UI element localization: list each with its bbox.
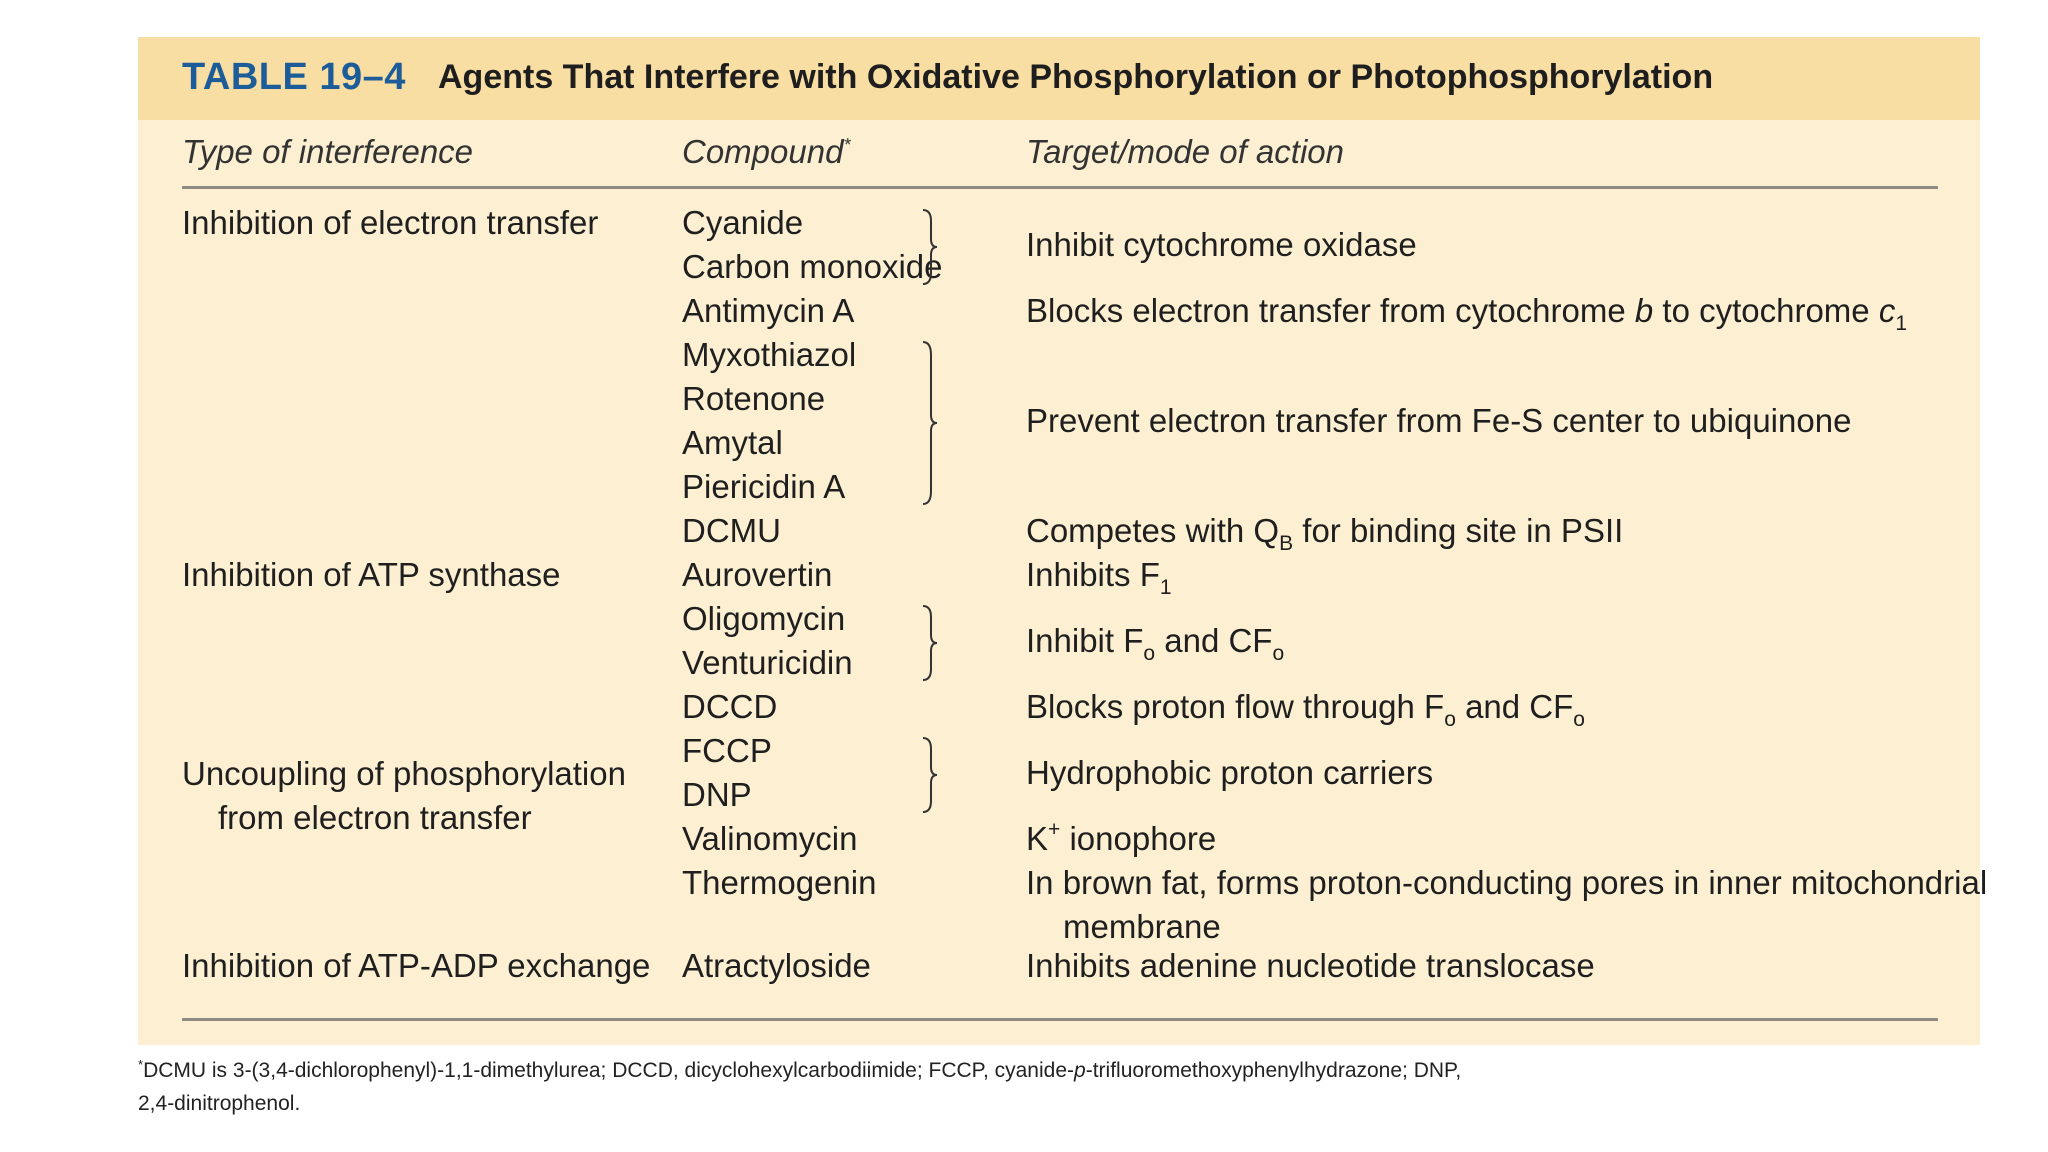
target-dccd: Blocks proton flow through $F_o$ and $CF_o$ (1026, 688, 1585, 731)
header-rule (182, 186, 1938, 189)
compound-piericidin-a: Piericidin A (682, 468, 846, 505)
header-compound: Compound* (682, 133, 851, 170)
target-antimycin: Blocks electron transfer from cytochrome b to cytochrome $c_1$ (1026, 292, 1908, 335)
compound-myxothiazol: Myxothiazol (682, 336, 857, 373)
compound-antimycin-a: Antimycin A (682, 292, 855, 329)
type-uncoupling: Uncoupling of phosphorylation (182, 755, 626, 792)
type-electron-transfer: Inhibition of electron transfer (182, 204, 599, 241)
target-aurovertin: Inhibits $F_1$ (1026, 556, 1172, 599)
header-target: Target/mode of action (1026, 133, 1344, 170)
footnote-line-1: *DCMU is 3-(3,4-dichlorophenyl)-1,1-dimethylurea; DCCD, dicyclohexylcarbodiimide; FCCP, cyanide-p-trifluoromethoxyphenylhydrazone; DNP, (138, 1057, 1462, 1082)
compound-carbon-monoxide: Carbon monoxide (682, 248, 943, 285)
footnote (138, 1054, 1538, 1120)
type-atp-adp-exchange: Inhibition of ATP-ADP exchange (182, 947, 651, 984)
compound-atractyloside: Atractyloside (682, 947, 871, 984)
compound-amytal: Amytal (682, 424, 783, 461)
brace-fo-group (920, 603, 940, 683)
brace-cyanide-group (920, 207, 940, 287)
brace-fes-group (920, 339, 940, 507)
table-title-band (138, 37, 1980, 120)
header-type: Type of interference (182, 133, 474, 170)
target-dcmu: Competes with $Q_B$ for binding site in PSII (1026, 512, 1624, 555)
compound-thermogenin: Thermogenin (682, 864, 877, 901)
target-fes-ubiquinone: Prevent electron transfer from Fe-S center to ubiquinone (1026, 402, 1852, 439)
compound-valinomycin: Valinomycin (682, 820, 858, 857)
compound-dnp: DNP (682, 776, 752, 813)
footnote-line-2: 2,4-dinitrophenol. (138, 1092, 301, 1115)
compound-venturicidin: Venturicidin (682, 644, 853, 681)
target-fo-cfo: Inhibit $F_o$ and $CF_o$ (1026, 622, 1285, 665)
header-compound-marker: * (843, 135, 851, 155)
type-uncoupling-cont: from electron transfer (218, 799, 532, 836)
compound-fccp: FCCP (682, 732, 772, 769)
target-thermogenin-line1: In brown fat, forms proton-conducting pores in inner mitochondrial (1026, 864, 1988, 901)
bottom-rule (182, 1018, 1938, 1021)
compound-oligomycin: Oligomycin (682, 600, 846, 637)
type-atp-synthase: Inhibition of ATP synthase (182, 556, 561, 593)
compound-cyanide: Cyanide (682, 204, 804, 241)
compound-rotenone: Rotenone (682, 380, 826, 417)
target-cytochrome-oxidase: Inhibit cytochrome oxidase (1026, 226, 1417, 263)
compound-dccd: DCCD (682, 688, 778, 725)
target-proton-carriers: Hydrophobic proton carriers (1026, 754, 1434, 791)
brace-uncoupler-group (920, 735, 940, 815)
target-valinomycin: K+ ionophore (1026, 818, 1217, 857)
table-title: Agents That Interfere with Oxidative Phosphorylation or Photophosphorylation (438, 58, 1714, 96)
table-panel (138, 37, 1988, 1045)
compound-dcmu: DCMU (682, 512, 781, 549)
table-number: TABLE 19–4 (182, 56, 406, 98)
target-thermogenin-line2: membrane (1063, 908, 1221, 945)
compound-aurovertin: Aurovertin (682, 556, 833, 593)
target-atractyloside: Inhibits adenine nucleotide translocase (1026, 947, 1595, 984)
